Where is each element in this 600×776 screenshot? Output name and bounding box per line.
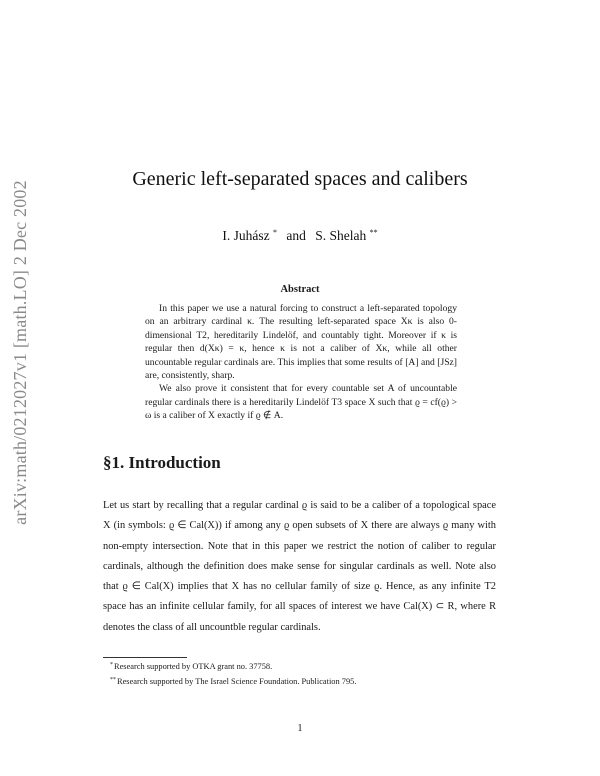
paper-title: Generic left-separated spaces and calibers [132,168,468,190]
section-heading-introduction: §1. Introduction [103,453,221,472]
author-juhasz: I. Juhász [222,228,270,243]
arxiv-side-stamp [6,160,34,545]
author-line [100,228,500,244]
abstract-heading: Abstract [280,284,320,295]
footnote-2-mark: ** [110,676,116,683]
footnote-1-mark: * [110,662,113,668]
author-footnote-mark-1: * [272,228,277,237]
footnote-2 [110,674,490,689]
introduction-paragraph: Let us start by recalling that a regular cardinal ϱ is said to be a caliber of a topological space X (in symbols: ϱ ∈ Cal(X)) if among any ϱ open subsets of X there are always ϱ many with non-empty intersection. Note that in this paper we restrict the notion of caliber to regular cardinals, although the definition does make sense for singular cardinals as well. Note also that ϱ ∈ Cal(X) implies that X has no cellular family of size ϱ. Hence, as any infinite T2 space has an infinite cellular family, for all spaces of interest we have Cal(X) ⊂ R, where R denotes the class of all uncountble regular cardinals. [103,500,496,633]
author-shelah: S. Shelah [315,228,367,243]
footnotes [110,659,490,688]
abstract-paragraph-1: In this paper we use a natural forcing to construct a left-separated topology on an arbitrary cardinal κ. The resulting left-separated space Xκ is also 0-dimensional T2, hereditarily Lindelöf, and countably tight. Moreover if κ is regular then d(Xκ) = κ, hence κ is not a caliber of Xκ, while all other uncountable regular cardinals are. This implies that some results of [A] and [JSz] are, consistently, sharp. [145,303,457,382]
author-conjunction: and [286,228,306,243]
abstract-body [145,302,457,423]
introduction-body [103,496,496,638]
page-number: 1 [297,723,303,734]
arxiv-identifier: arXiv:math/0212027v1 [math.LO] 2 Dec 2002 [9,180,30,525]
footnote-1 [110,659,490,674]
footnote-2-text: Research supported by The Israel Science Foundation. Publication 795. [117,676,357,686]
author-footnote-mark-2: ** [369,228,378,237]
footnote-1-text: Research supported by OTKA grant no. 37758. [114,662,273,671]
footnote-separator [103,657,187,658]
abstract-paragraph-2: We also prove it consistent that for every countable set A of uncountable regular cardinals there is a hereditarily Lindelöf T3 space X such that ϱ = cf(ϱ) > ω is a caliber of X exactly if ϱ ∉ A. [145,383,457,422]
